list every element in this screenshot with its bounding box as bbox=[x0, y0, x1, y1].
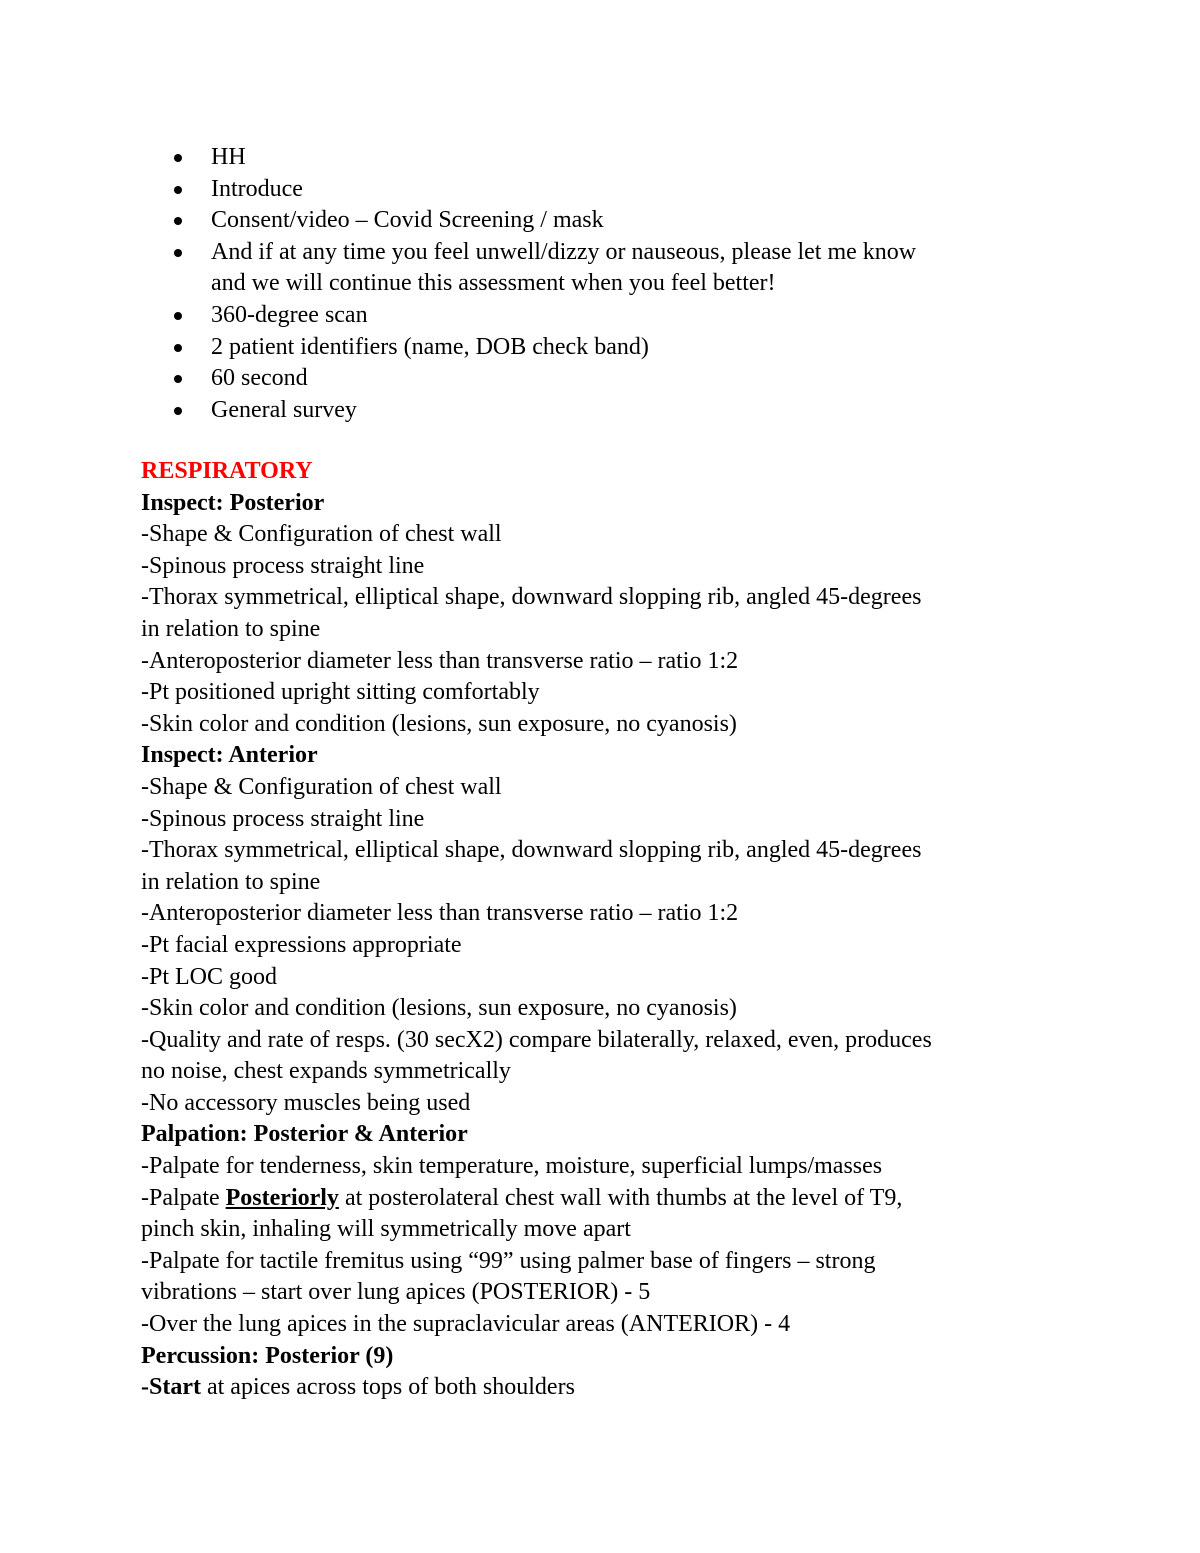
list-item: Introduce bbox=[174, 174, 1054, 206]
text-line: -Pt positioned upright sitting comfortably bbox=[141, 679, 540, 706]
bullet-icon bbox=[174, 249, 182, 257]
text-line: -Start at apices across tops of both shoulders bbox=[141, 1374, 575, 1401]
text-line: -Shape & Configuration of chest wall bbox=[141, 521, 502, 548]
emphasis-text: Posteriorly bbox=[225, 1184, 339, 1211]
emphasis-text: -Start bbox=[141, 1374, 201, 1401]
section-title: RESPIRATORY bbox=[141, 458, 313, 484]
list-item: 2 patient identifiers (name, DOB check band) bbox=[174, 332, 1054, 364]
bullet-icon bbox=[174, 375, 182, 383]
text-line: -Thorax symmetrical, elliptical shape, downward slopping rib, angled 45-degrees bbox=[141, 584, 922, 611]
text-line: in relation to spine bbox=[141, 615, 321, 642]
text-line: -Palpate for tactile fremitus using “99” using palmer base of fingers – strong bbox=[141, 1247, 876, 1274]
list-item: And if at any time you feel unwell/dizzy or nauseous, please let me know and we will continue this assessment when you feel better! bbox=[174, 237, 1054, 300]
respiratory-section bbox=[141, 456, 1061, 1404]
text-line: in relation to spine bbox=[141, 868, 321, 895]
intro-checklist bbox=[174, 142, 1054, 426]
bullet-icon bbox=[174, 217, 182, 225]
text-line: -Pt LOC good bbox=[141, 963, 278, 990]
text-line: -Skin color and condition (lesions, sun exposure, no cyanosis) bbox=[141, 710, 737, 737]
inspect-anterior-heading: Inspect: Anterior bbox=[141, 742, 318, 769]
list-item: General survey bbox=[174, 395, 1054, 427]
text-line: -Palpate Posteriorly at posterolateral chest wall with thumbs at the level of T9, bbox=[141, 1184, 903, 1211]
list-item: 60 second bbox=[174, 363, 1054, 395]
text-line: -No accessory muscles being used bbox=[141, 1089, 471, 1116]
text-line: -Anteroposterior diameter less than transverse ratio – ratio 1:2 bbox=[141, 647, 739, 674]
text-line: -Quality and rate of resps. (30 secX2) compare bilaterally, relaxed, even, produces bbox=[141, 1026, 932, 1053]
text-line: -Shape & Configuration of chest wall bbox=[141, 773, 502, 800]
text-line: -Skin color and condition (lesions, sun exposure, no cyanosis) bbox=[141, 995, 737, 1022]
text-line: no noise, chest expands symmetrically bbox=[141, 1058, 511, 1085]
text-line: -Spinous process straight line bbox=[141, 552, 425, 579]
list-item: 360-degree scan bbox=[174, 300, 1054, 332]
text-line: -Palpate for tenderness, skin temperature, moisture, superficial lumps/masses bbox=[141, 1153, 883, 1180]
text-line: pinch skin, inhaling will symmetrically move apart bbox=[141, 1216, 631, 1243]
percussion-heading: Percussion: Posterior (9) bbox=[141, 1342, 394, 1369]
bullet-icon bbox=[174, 312, 182, 320]
text-line: vibrations – start over lung apices (POSTERIOR) - 5 bbox=[141, 1279, 651, 1306]
list-item: Consent/video – Covid Screening / mask bbox=[174, 205, 1054, 237]
palpation-heading: Palpation: Posterior & Anterior bbox=[141, 1121, 468, 1148]
bullet-icon bbox=[174, 344, 182, 352]
inspect-posterior-heading: Inspect: Posterior bbox=[141, 489, 325, 516]
bullet-icon bbox=[174, 186, 182, 194]
bullet-icon bbox=[174, 407, 182, 415]
text-line: -Anteroposterior diameter less than transverse ratio – ratio 1:2 bbox=[141, 900, 739, 927]
text-line: -Pt facial expressions appropriate bbox=[141, 931, 462, 958]
text-line: -Over the lung apices in the supraclavicular areas (ANTERIOR) - 4 bbox=[141, 1311, 791, 1338]
text-line: -Spinous process straight line bbox=[141, 805, 425, 832]
list-item: HH bbox=[174, 142, 1054, 174]
text-line: -Thorax symmetrical, elliptical shape, downward slopping rib, angled 45-degrees bbox=[141, 837, 922, 864]
bullet-icon bbox=[174, 154, 182, 162]
